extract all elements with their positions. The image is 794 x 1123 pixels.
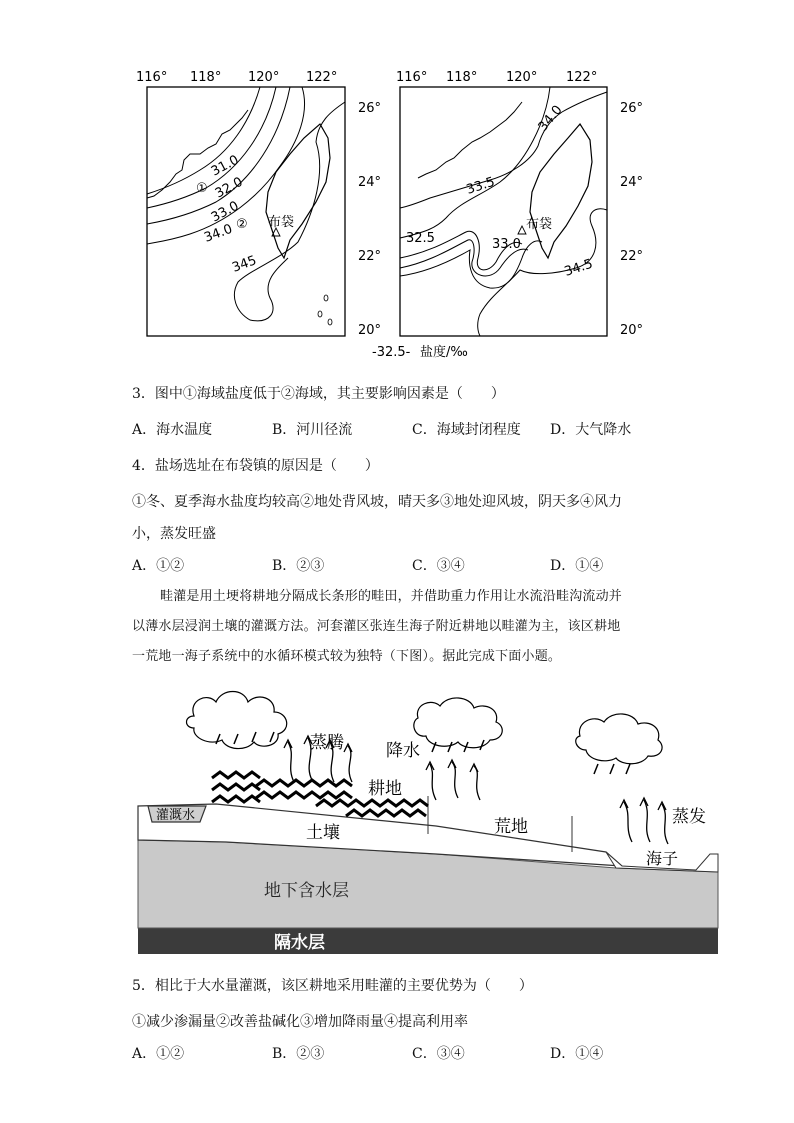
right-map-town-budai: 布袋 — [526, 217, 553, 232]
left-map-lon-120: 120° — [248, 70, 280, 85]
right-map-mainland-coast — [418, 102, 522, 178]
water-cycle-diagram — [136, 686, 720, 958]
q4-option-c[interactable]: C．③④ — [412, 558, 465, 574]
evaporation-arrows-icon — [620, 798, 668, 844]
aquifer-label: 地下含水层 — [264, 881, 349, 901]
left-map-lon-118: 118° — [190, 70, 222, 85]
q4-option-a[interactable]: A．①② — [132, 558, 185, 574]
left-map-label-34: 34.0 — [202, 221, 235, 246]
salinity-maps-figure — [130, 62, 660, 362]
left-map-lat-22: 22° — [358, 249, 382, 264]
left-map-town-budai: 布袋 — [268, 215, 295, 230]
left-map-label-31: 31.0 — [208, 152, 242, 180]
right-map-lon-122: 122° — [566, 70, 598, 85]
evaporation-label: 蒸发 — [672, 807, 706, 827]
q5-stem: 5．相比于大水量灌溉，该区耕地采用畦灌的主要优势为（ ） — [132, 978, 533, 994]
q3-option-d[interactable]: D．大气降水 — [550, 422, 632, 438]
passage-line1: 畦灌是用土埂将耕地分隔成长条形的畦田，并借助重力作用让水流沿畦沟流动并 — [160, 589, 623, 604]
right-map-lon-118: 118° — [446, 70, 478, 85]
cloud-right-icon — [576, 714, 662, 764]
precipitation-label: 降水 — [386, 741, 420, 761]
left-map-marker-2: ② — [236, 217, 248, 232]
cloud-middle-icon — [414, 698, 502, 748]
soil-label: 土壤 — [306, 823, 340, 843]
right-map-taiwan-island — [530, 124, 592, 258]
left-map-label-32: 32.0 — [212, 174, 246, 202]
left-map-marker-1: ① — [196, 181, 208, 196]
q4-option-b[interactable]: B．②③ — [272, 558, 325, 574]
right-map-label-345: 34.5 — [562, 256, 595, 280]
left-map-taiwan-island — [266, 124, 330, 258]
q5-option-d[interactable]: D．①④ — [550, 1046, 604, 1062]
q4-option-d[interactable]: D．①④ — [550, 558, 604, 574]
aquiclude-layer — [138, 928, 718, 954]
right-salinity-map — [396, 70, 643, 338]
q4-statements-line2: 小，蒸发旺盛 — [132, 526, 216, 542]
farmland-label: 耕地 — [368, 779, 402, 799]
right-map-lat-26: 26° — [620, 101, 644, 116]
q5-option-a[interactable]: A．①② — [132, 1046, 185, 1062]
wasteland-label: 荒地 — [494, 817, 528, 837]
left-map-lat-26: 26° — [358, 101, 382, 116]
right-map-label-335: 33.5 — [464, 174, 497, 198]
left-map-isoline-32 — [147, 87, 276, 208]
legend-isoline-sample: -32.5- — [372, 345, 411, 360]
right-map-lat-24: 24° — [620, 175, 644, 190]
right-map-label-33: 33.0 — [492, 237, 521, 252]
right-map-lon-116: 116° — [396, 70, 428, 85]
right-map-lon-120: 120° — [506, 70, 538, 85]
q5-option-b[interactable]: B．②③ — [272, 1046, 325, 1062]
cloud-left-icon — [187, 692, 287, 749]
left-map-label-345: 345 — [230, 253, 259, 276]
left-map-lat-20: 20° — [358, 323, 382, 338]
passage-line3: 一荒地一海子系统中的水循环模式较为独特（下图）。据此完成下面小题。 — [132, 649, 562, 664]
right-map-lat-22: 22° — [620, 249, 644, 264]
q3-stem: 3．图中①海域盐度低于②海域，其主要影响因素是（ ） — [132, 386, 505, 402]
right-map-town-marker-icon — [518, 226, 526, 234]
q3-option-c[interactable]: C．海域封闭程度 — [412, 422, 521, 438]
q5-option-c[interactable]: C．③④ — [412, 1046, 465, 1062]
precipitation-arrows-icon — [426, 760, 480, 800]
left-map-lon-122: 122° — [306, 70, 338, 85]
passage-line2: 以薄水层浸润土壤的灌溉方法。河套灌区张连生海子附近耕地以畦灌为主，该区耕地 — [132, 619, 621, 634]
q3-option-b[interactable]: B．河川径流 — [272, 422, 353, 438]
right-map-label-325: 32.5 — [406, 231, 435, 246]
map-legend — [372, 344, 468, 360]
left-map-lon-116: 116° — [136, 70, 168, 85]
left-map-isoline-31 — [147, 87, 260, 194]
right-map-lat-20: 20° — [620, 323, 644, 338]
left-salinity-map — [136, 70, 381, 338]
q5-statements-line1: ①减少渗漏量②改善盐碱化③增加降雨量④提高利用率 — [132, 1014, 468, 1030]
irrigation-water-label: 灌溉水 — [156, 808, 196, 823]
q3-option-a[interactable]: A．海水温度 — [132, 422, 213, 438]
lake-label: 海子 — [646, 849, 679, 868]
transpiration-label: 蒸腾 — [310, 733, 344, 753]
aquiclude-label: 隔水层 — [274, 933, 325, 953]
left-map-label-33: 33.0 — [208, 198, 242, 226]
q4-stem: 4．盐场选址在布袋镇的原因是（ ） — [132, 458, 379, 474]
left-map-lat-24: 24° — [358, 175, 382, 190]
legend-unit: 盐度/‰ — [420, 345, 468, 360]
q4-statements-line1: ①冬、夏季海水盐度均较高②地处背风坡，晴天多③地处迎风坡，阴天多④风力 — [132, 494, 622, 510]
rain-right-icon — [594, 764, 630, 774]
right-map-label-34: 34.0 — [535, 102, 566, 135]
